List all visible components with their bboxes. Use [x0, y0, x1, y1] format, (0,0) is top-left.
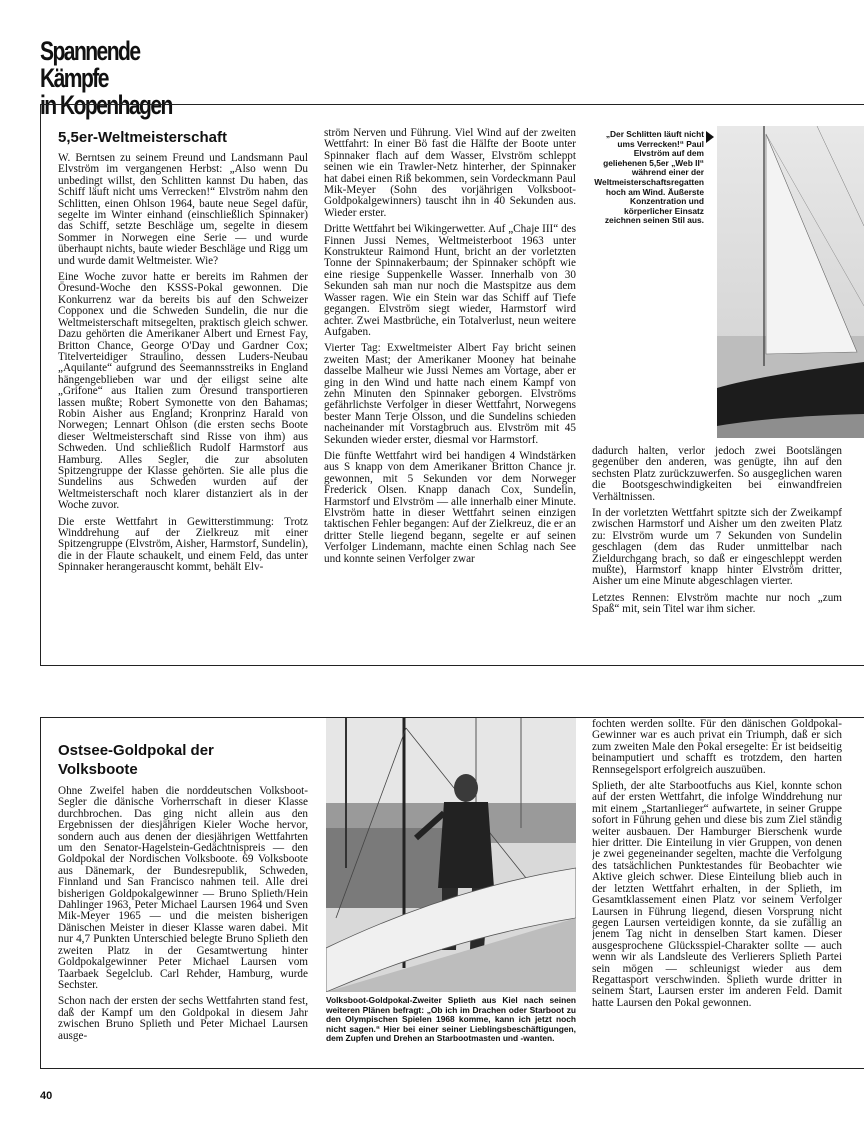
- article2-title-text: Ostsee-Goldpokal der Volksboote: [58, 742, 214, 778]
- article2-photo-caption: [326, 996, 576, 1044]
- headline-line-2: in Kopenhagen: [40, 90, 172, 120]
- article1-col3-para: In der vorletzten Wettfahrt spitzte sich der Zweikampf zwischen Harmstorf und Aisher um den zweiten Platz zu: Elvström wurde um 7 Sekunden von Sundelin geschlagen (dem das Ruder unmittelbar nach Zieldurchgang brach, so daß er eingeschleppt werden mußte), Harmstorf knapp hinter Elvström dritter, Aisher um eine Minute abgeschlagen vierter.: [592, 507, 842, 588]
- article1-col2-para: Dritte Wettfahrt bei Wikingerwetter. Auf „Chaje III“ des Finnen Jussi Nemes, Weltmeisterboot 1963 unter Konstrukteur Raimond Hunt, bricht an der vorletzten Tonne der Spinnakerbaum; der Spinnaker schöpft wie eine riesige Suppenkelle Wasser. Innerhalb von 30 Sekunden sah man nur noch die Mastspitze aus dem Wasser ragen. Wie ein Stein war das Schiff auf Tiefe gegangen. Elvström siegt wieder, Harmstorf wird achter. Zwei Mastbrüche, ein Totalverlust, neun weitere Aufgaben.: [324, 223, 576, 338]
- caption-pointer-arrow-icon: [706, 131, 714, 143]
- article1-col2-para: Die fünfte Wettfahrt wird bei handigen 4 Windstärken aus S knapp von dem Amerikaner Britton Chance jr. gewonnen, mit 5 Sekunden vor dem Norweger Frederick Olsen. Knapp danach Cox, Sundelin, Harmstorf und Elvström — alle innerhalb einer Minute. Elvström hatte in dieser Wettfahrt seinen einzigen taktischen Fehler begangen: Auf der Zielkreuz, die er an dritter Stelle liegend begann, segelte er auf seinen Verfolger Lindemann, machte einen Schlag nach See und konnte seinen Verfolger zwar: [324, 449, 576, 565]
- article2-col1-para: Schon nach der ersten der sechs Wettfahrten stand fest, daß der Kampf um den Goldpokal in diesem Jahr zwischen Bruno Splieth und Peter Michael Laursen ausge-: [58, 995, 308, 1042]
- article2-col3-para: Splieth, der alte Starbootfuchs aus Kiel, konnte schon auf der ersten Wettfahrt, die infolge Winddrehung nur mit einem „Startanlieger“ aufwartete, in seiner Gruppe sofort in Führung gehen und diese bis zum Ziel ständig weiter ausbauen. Der Hamburger Bierschenk wurde hier dritter. Die Einteilung in vier Gruppen, von denen je zwei gegeneinander segelten, machte die Verfolgung des tatsächlichen Punktestandes für Beobachter wie Aktive gleich schwer. Diese Einteilung blieb auch in der letzten Wettfahrt erhalten, in der Splieth, im Gesamtklassement einen Platz vor seinem Verfolger Laursen in Führung liegend, diesen Vorsprung nicht gegen Laursen verteidigen konnte, da sie zufällig an jenem Tag nicht in denselben Start kamen. Dieser ausgesprochene Glücksspiel-Charakter sollte — auch wenn wir als Landsleute des Verlierers Splieth Partei sein mögen — schleunigst wieder aus dem Regattasport verschwinden. Splieth wurde dritter in seinem Start, Laursen erster im anderen Feld. Damit hatte Laursen den Pokal gewonnen.: [592, 780, 842, 1009]
- article2-col1-para: Ohne Zweifel haben die norddeutschen Volksboot-Segler die dänische Vorherrschaft in dieser Klasse durchbrochen. Das ging nicht allein aus den Ergebnissen der diesjährigen Kieler Woche hervor, sondern auch aus denen der diesjährigen Wettfahrten um den Senator-Hagelstein-Gedächtnispreis — den Goldpokal der Nordischen Volksboote. 69 Volksboote aus Dänemark, der Bundesrepublik, Schweden, Finnland und San Francisco nahmen teil. Alle drei bisherigen Goldpokalgewinner — Bruno Splieth/Hein Dahlinger 1963, Peter Michael Laursen 1964 und Sven Mik-Meyer 1965 — und die meisten bisherigen Dänischen Meister in dieser Klasse waren dabei. Mit nur 4,7 Punkten Unterschied belegte Bruno Splieth den zweiten Platz in der Gesamtwertung hinter Goldpokalgewinner Peter Michael Laursen vom Taarbaek Segelclub. Carl Rehder, Hamburg, wurde Sechster.: [58, 786, 308, 991]
- sailing-yacht-photo: [717, 126, 864, 438]
- article2-column-3: [592, 719, 842, 1063]
- article1-col1-para: Eine Woche zuvor hatte er bereits im Rahmen der Öresund-Woche den KSSS-Pokal gewonnen. Die Konkurrenz war da bereits bis auf den Schweizer Copponex und die Schweden Sundelin, die nur die Weltmeisterschaft mitsegelten, praktisch gleich schwer. Dazu gehörten die Amerikaner Albert und Ernest Fay, Britton Chance, George O'Day und Gardner Cox; Titelverteidiger Straulino, dessen Luders-Neubau „Aquilante“ aufgrund des Seemannsstreiks in England hängengeblieben war und der eiligst seine alte „Grifone“ aus Italien zum Öresund transportieren lassen mußte; Robert Symonette von den Bahamas; Robin Aisher aus England; Kronprinz Harald von Norwegen; Lennart Ohlson (die ersten sechs Boote dieser Weltmeisterschaft sind Risse von ihm) aus Schweden. Und schließlich Rudolf Harmstorf aus Hamburg. Alles Segler, die zur absoluten Spitzengruppe der Klasse gehörten. Sie alle plus die Sundelins aus Schweden wurden auf der Weltmeisterschaft noch klarer distanziert als in der Woche zuvor.: [58, 271, 308, 512]
- article1-col3-para: Letztes Rennen: Elvström machte nur noch „zum Spaß“ mit, sein Titel war ihm sicher.: [592, 591, 842, 616]
- article1-col2-para: Vierter Tag: Exweltmeister Albert Fay bricht seinen zweiten Mast; der Amerikaner Mooney hat beinahe dasselbe Malheur wie Jussi Nemes am Vortage, aber er ging in den Wind und hatte nach einem Kampf von zehn Minuten den Spinnaker geborgen. Elvströms gefährlichste Verfolger in dieser Wettfahrt, Norwegens bester Mann Terje Olsson, und die Sundelins schieden nacheinander mit Vorstagbruch aus. Elvström mit 45 Sekunden wieder erster, diesmal vor Harmstorf.: [324, 342, 576, 446]
- article1-column-1: [58, 153, 308, 658]
- volksboot-splieth-photo: [326, 718, 576, 992]
- article1-column-2: [324, 128, 576, 658]
- article1-column-3: [592, 446, 842, 658]
- article1-title: 5,5er-Weltmeisterschaft: [58, 129, 227, 146]
- caption-text: Volksboot-Goldpokal-Zweiter Splieth aus Kiel nach seinen weiteren Plänen befragt: „Ob ich im Drachen oder Starboot zu den Olympischen Spielen 1968 komme, kann ich jetzt noch nicht sagen.“ Hier bei einer seiner Lieblingsbeschäftigungen, dem Zupfen und Drehen an Starbootmasten und -wanten.: [326, 995, 576, 1044]
- article1-col1-para: W. Berntsen zu seinem Freund und Landsmann Paul Elvström im vergangenen Herbst: „Also wenn Du unbedingt willst, den Schlitten kannst Du haben, das Schiff läuft nicht ums Verrecken!“ Elvström nahm den Schlitten, einen Ohlson 1964, baute neue Segel dafür, segelte im Winter einhand (einschließlich Spinnaker) das Schiff, setzte Beschläge um, segelte in diesem Sommer in Norwegen eine Serie — und wurde überhaupt nichts, baute wieder Beschläge und Rigg um und wurde damit Weltmeister. Wie?: [58, 153, 308, 267]
- article2-col3-para: fochten werden sollte. Für den dänischen Goldpokal-Gewinner war es auch privat ein Triumph, daß er sich zum zweiten Male den Pokal ersegelte: Er ist beidseitig beinamputiert und schafft es trotzdem, den harten Rennsegelsport erfolgreich auszuüben.: [592, 719, 842, 776]
- page-number: 40: [40, 1090, 53, 1102]
- caption-text: „Der Schlitten läuft nicht ums Verrecken!“ Paul Elvström auf dem geliehenen 5,5er „Web II“ während einer der Weltmeisterschaftsregatten hoch am Wind. Äußerste Konzentration und körperlicher Einsatz zeichnen seinen Stil aus.: [594, 129, 704, 226]
- article1-col2-para: ström Nerven und Führung. Viel Wind auf der zweiten Wettfahrt: In einer Bö fast die Hälfte der Boote unter Spinnaker flach auf dem Wasser, Elvström schleppt seinen wie ein Trawler-Netz hinterher, der Spinnaker hat dabei einen Riß bekommen, sein Vordeckmann Paul Mik-Meyer (Sohn des vorjährigen Volksboot-Goldpokalgewinners) tauscht ihn in 40 Sekunden aus. Wieder erster.: [324, 128, 576, 219]
- headline-line-1: Spannende Kämpfe: [40, 36, 140, 93]
- article1-photo-caption: [592, 130, 704, 226]
- article2-column-1: [58, 786, 308, 1062]
- sailing-yacht-illustration: [717, 126, 864, 438]
- article1-col1-para: Die erste Wettfahrt in Gewitterstimmung: Trotz Winddrehung auf der Zielkreuz mit einer Spitzengruppe (Elvström, Aisher, Harmstorf, Sundelin), die in der Flaute schaukelt, und einem Feld, das unter Spinnaker herangerauscht kommt, behält Elv-: [58, 515, 308, 574]
- article2-title: [58, 741, 228, 779]
- article1-col3-para: dadurch halten, verlor jedoch zwei Bootslängen gegenüber den anderen, was genügte, ihn auf den sechsten Platz zurückzuwerfen. So ausgeglichen waren die Bootsgeschwindigkeiten bei einwandfreien Verhältnissen.: [592, 446, 842, 503]
- harbour-boat-illustration: [326, 718, 576, 992]
